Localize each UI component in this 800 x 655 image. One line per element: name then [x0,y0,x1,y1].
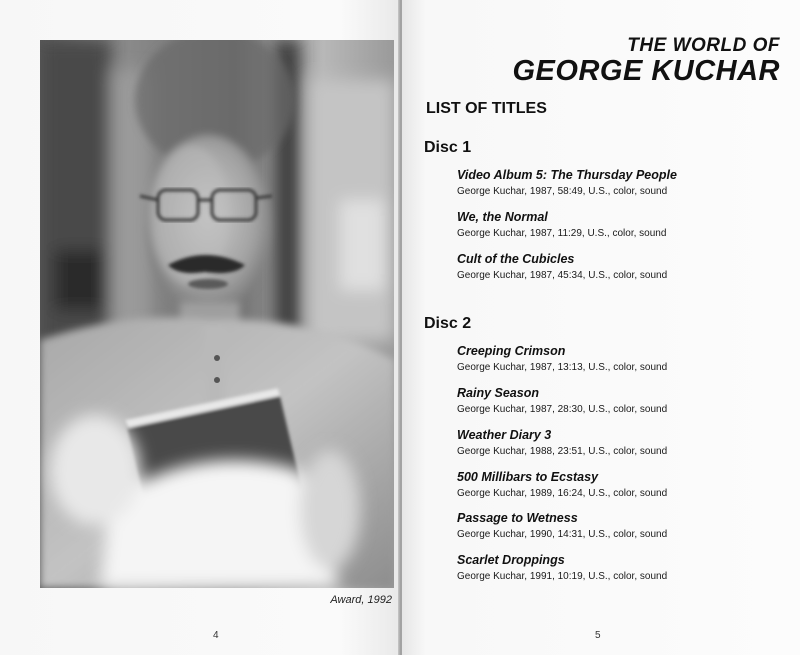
entry-meta: George Kuchar, 1987, 45:34, U.S., color, sound [457,270,668,281]
entry-title: Creeping Crimson [457,344,566,358]
page-number-left: 4 [213,630,219,641]
entry-meta: George Kuchar, 1987, 11:29, U.S., color, sound [457,228,667,239]
entry-meta: George Kuchar, 1991, 10:19, U.S., color, sound [457,571,668,582]
title-entry [457,344,667,373]
entry-title: We, the Normal [457,210,548,224]
title-entry [457,428,667,457]
man-reading-photo [40,40,394,588]
photo-caption: Award, 1992 [330,594,392,606]
entry-meta: George Kuchar, 1990, 14:31, U.S., color, sound [457,529,668,540]
list-heading: LIST OF TITLES [426,100,547,117]
disc-2-heading: Disc 2 [424,315,472,332]
entry-title: Rainy Season [457,386,539,400]
right-page [402,0,800,655]
photo [40,40,394,588]
title-line-1: THE WORLD OF [627,35,780,56]
entry-title: Weather Diary 3 [457,428,552,442]
entry-title: Scarlet Droppings [457,553,565,567]
disc-1-heading: Disc 1 [424,139,472,156]
page-number-right: 5 [595,630,601,641]
entry-meta: George Kuchar, 1988, 23:51, U.S., color, sound [457,446,668,457]
title-entry [457,210,666,239]
entry-meta: George Kuchar, 1987, 58:49, U.S., color, sound [457,186,668,197]
entry-meta: George Kuchar, 1987, 28:30, U.S., color, sound [457,404,668,415]
title-entry [457,553,667,582]
entry-title: 500 Millibars to Ecstasy [457,470,599,484]
title-line-2: GEORGE KUCHAR [512,55,780,87]
entry-title: Cult of the Cubicles [457,252,575,266]
title-entry [457,386,667,415]
title-entry [457,168,677,197]
entry-title: Video Album 5: The Thursday People [457,168,677,182]
title-entry [457,470,667,499]
title-entry [457,511,667,540]
entry-meta: George Kuchar, 1987, 13:13, U.S., color, sound [457,362,668,373]
entry-title: Passage to Wetness [457,511,578,525]
entry-meta: George Kuchar, 1989, 16:24, U.S., color, sound [457,488,668,499]
title-entry [457,252,667,281]
